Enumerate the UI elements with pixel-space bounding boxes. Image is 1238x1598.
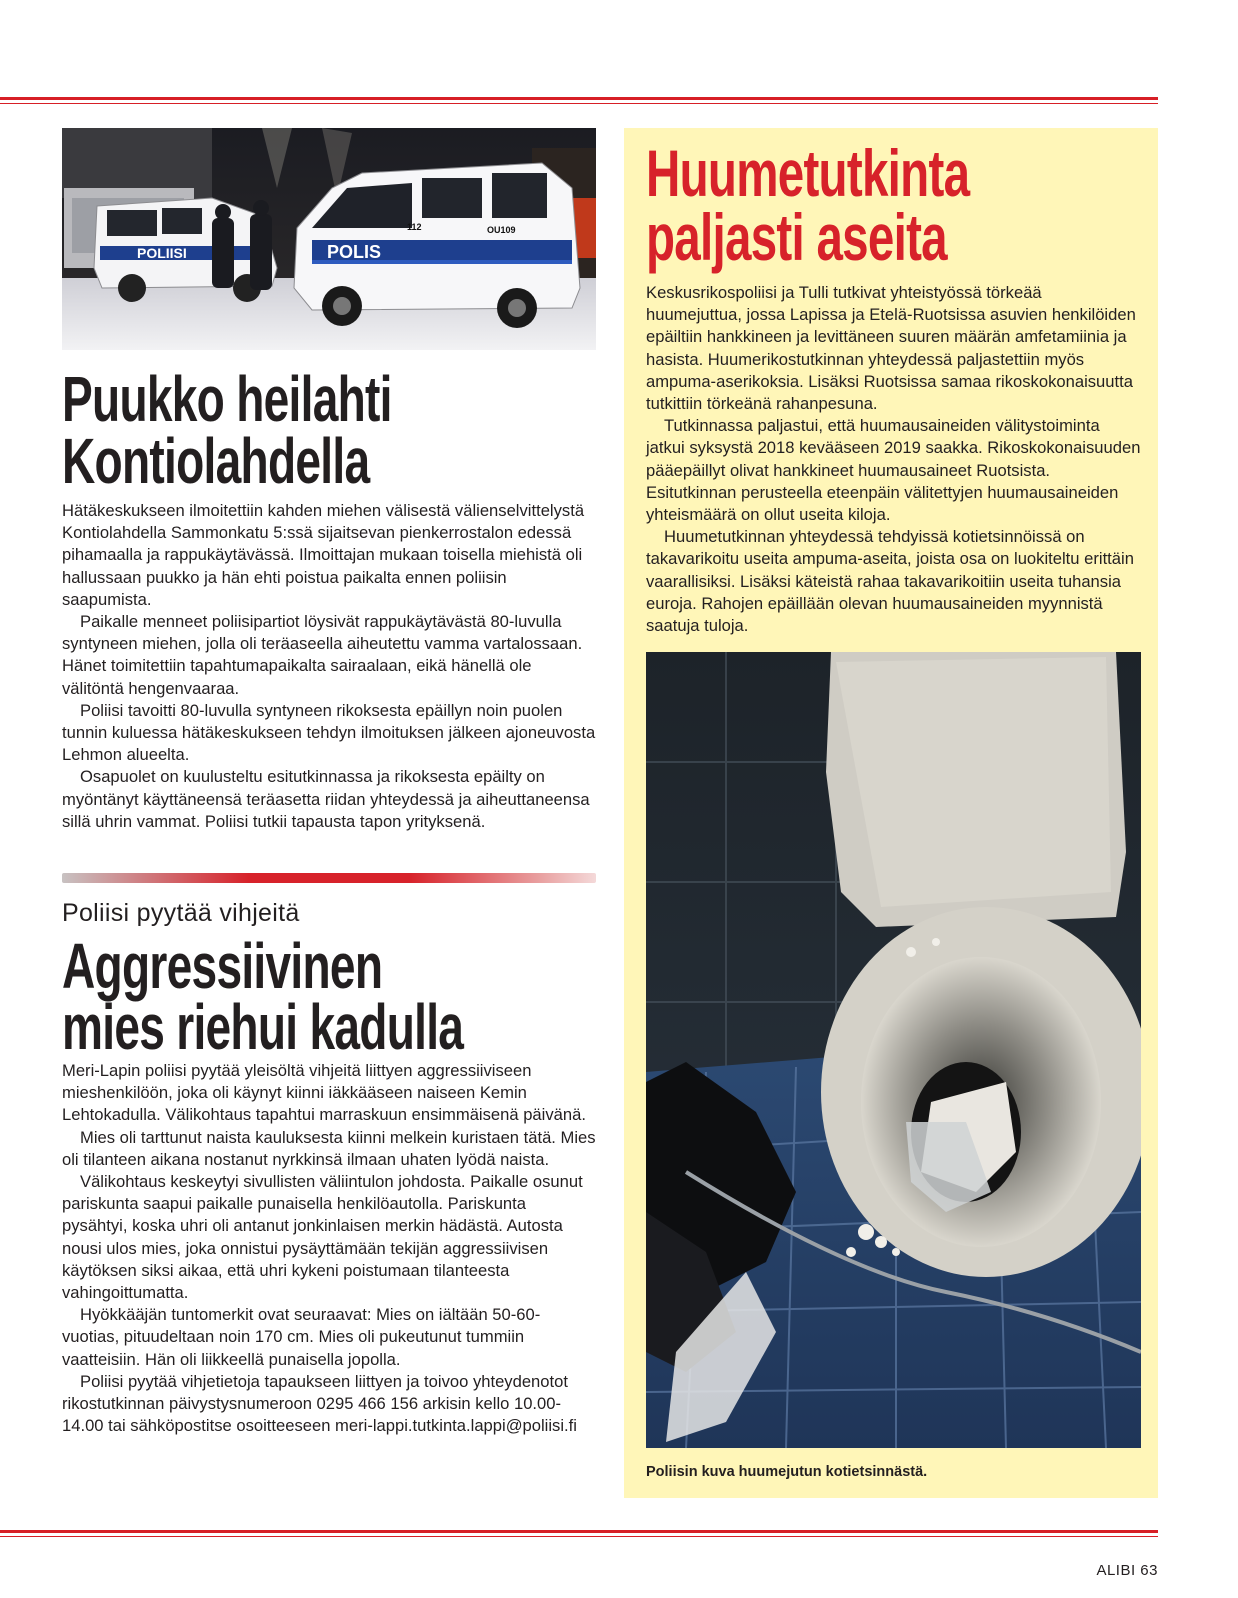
top-rule xyxy=(0,97,1158,104)
police-vans-photo xyxy=(62,128,596,350)
van-number: 112 xyxy=(407,222,422,232)
article2-paragraph: Poliisi pyytää vihjetietoja tapaukseen liittyen ja toivoo yhteydenotot rikostutkinnan päivystysnumeroon 0295 466 156 arkisin kello 10.00-14.00 tai sähköpostitse osoitteeseen meri-lappi.tutkinta.lappi@poliisi.fi xyxy=(62,1371,577,1436)
article1-paragraph: Poliisi tavoitti 80-luvulla syntyneen rikoksesta epäillyn noin puolen tunnin kuluessa hätäkeskukseen tehdyn ilmoituksen jälkeen ajoneuvosta Lehmon alueelta. xyxy=(62,700,596,765)
article2-body xyxy=(62,1060,596,1437)
article2-headline-line2: mies riehui kadulla xyxy=(62,991,464,1063)
photo-caption: Poliisin kuva huumejutun kotietsinnästä. xyxy=(646,1464,928,1480)
bottom-rule xyxy=(0,1530,1158,1537)
article2-paragraph: Hyökkääjän tuntomerkit ovat seuraavat: Mies on iältään 50-60-vuotias, pituudeltaan noin 170 cm. Mies oli pukeutunut tummiin vaatteisiin. Hän oli liikkeellä punaisella jopolla. xyxy=(62,1305,541,1369)
article2-paragraph: Välikohtaus keskeytyi sivullisten väliintulon johdosta. Paikalle osunut pariskunta saapui paikalle punaisella henkilöautolla. Pariskunta pysähtyi, koska uhri oli antanut jonkinlaisen merkin hädästä. Autosta nousi ulos mies, joka onnistui pysäyttämään tekijän aggressiivisen käytöksen siksi aikaa, että uhri kykeni poistumaan tilanteesta vahingoittumatta. xyxy=(62,1172,583,1303)
article1-headline-line1: Puukko heilahti xyxy=(62,363,392,435)
article3-paragraph: Huumetutkinnan yhteydessä tehdyissä kotietsinnöissä on takavarikoitu useita ampuma-aseita, joista osa on luokiteltu erittäin vaarallisiksi. Lisäksi käteistä rahaa takavarikoitiin useita tuhansia euroja. Rahojen epäillään olevan huumausaineiden myynnistä saatuja tuloja. xyxy=(646,527,1134,636)
article1-headline xyxy=(62,363,392,497)
article3-paragraph: Tutkinnassa paljastui, että huumausaineiden välitystoiminta jatkui syksystä 2018 kevääseen 2019 saakka. Rikoskokonaisuuden pääepäillyt olivat hankkineet huumausaineet Ruotsista. Esitutkinnan perusteella eteenpäin välitettyjen huumausaineiden yhteismäärä on ollut useita kiloja. xyxy=(646,416,1141,525)
article2-headline-line1: Aggressiivinen xyxy=(62,930,383,1002)
van-right-label: POLIS xyxy=(327,242,382,262)
article2-headline xyxy=(62,930,464,1063)
page-number: ALIBI 63 xyxy=(1096,1562,1158,1579)
toilet-evidence-photo xyxy=(646,652,1141,1448)
van-code: OU109 xyxy=(487,225,516,235)
van-left-label: POLIISI xyxy=(137,245,187,261)
article3-headline-line2: paljasti aseita xyxy=(646,200,947,274)
article1-body xyxy=(62,500,596,833)
article2-kicker: Poliisi pyytää vihjeitä xyxy=(62,899,300,927)
article1-paragraph: Hätäkeskukseen ilmoitettiin kahden miehen välisestä välienselvittelystä Kontiolahdella Sammonkatu 5:ssä sijaitsevan pienkerrostalon edessä pihamaalla ja rappukäytävässä. Ilmoittajan mukaan toisella miehistä oli hallussaan puukko ja hän ehti poistua paikalta ennen poliisin saapumista. xyxy=(62,501,585,609)
article3-body xyxy=(646,282,1141,637)
article3-headline xyxy=(646,136,970,274)
section-divider-bar xyxy=(62,873,596,883)
article2-paragraph: Meri-Lapin poliisi pyytää yleisöltä vihjeitä liittyen aggressiiviseen mieshenkilöön, joka oli käynyt kiinni iäkkääseen naiseen Kemin Lehtokadulla. Välikohtaus tapahtui marraskuun ensimmäisenä päivänä. xyxy=(62,1061,586,1125)
article3-headline-line1: Huumetutkinta xyxy=(646,136,970,210)
article2-paragraph: Mies oli tarttunut naista kauluksesta kiinni melkein kuristaen tätä. Mies oli tilanteen aikana nostanut nyrkkinsä ilmaan uhaten lyödä naista. xyxy=(62,1127,596,1169)
article1-paragraph: Paikalle menneet poliisipartiot löysivät rappukäytävästä 80-luvulla syntyneen miehen, jolla oli teräaseella aiheutettu vamma vartalossaan. Hänet toimitettiin tapahtumapaikalta sairaalaan, eikä hänellä ole välitöntä hengenvaaraa. xyxy=(62,612,583,698)
article1-headline-line2: Kontiolahdella xyxy=(62,425,370,497)
article3-paragraph: Keskusrikospoliisi ja Tulli tutkivat yhteistyössä törkeää huumejuttua, jossa Lapissa ja Etelä-Ruotsissa asuvien henkilöiden epäiltiin hankkineen ja levittäneen suuren määrän amfetamiinia ja hasista. Huumerikostutkinnan yhteydessä paljastettiin myös ampuma-aserikoksia. Lisäksi Ruotsissa samaa rikoskokonaisuutta tutkittiin törkeänä rahanpesuna. xyxy=(646,283,1136,414)
article1-paragraph: Osapuolet on kuulusteltu esitutkinnassa ja rikoksesta epäilty on myöntänyt käyttäneensä teräasetta riidan yhteydessä ja aiheuttaneensa sillä uhrin vammat. Poliisi tutkii tapausta tapon yrityksenä. xyxy=(62,767,590,831)
